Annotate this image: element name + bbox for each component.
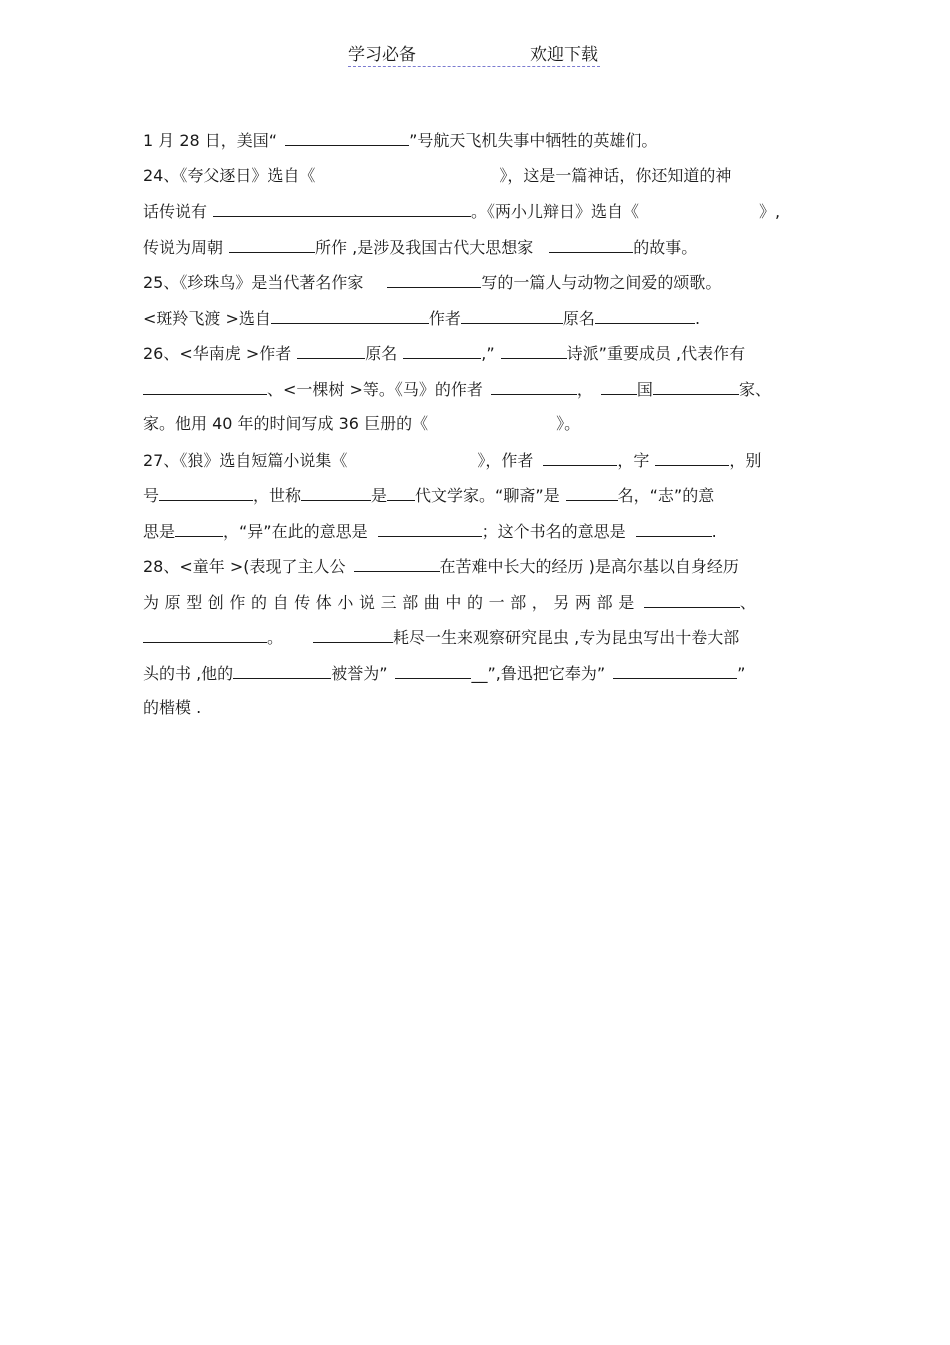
text-segment: 》。 <box>556 414 581 433</box>
question-line <box>143 482 807 518</box>
fill-blank[interactable] <box>461 305 563 324</box>
fill-blank[interactable] <box>213 198 471 217</box>
fill-blank[interactable] <box>636 518 712 537</box>
text-segment: 代文学家。“聊斋”是 <box>415 486 560 505</box>
question-line <box>143 198 807 234</box>
fill-blank[interactable] <box>175 518 223 537</box>
fill-blank[interactable] <box>297 340 365 359</box>
text-segment: 作者 <box>428 308 461 328</box>
text-segment: 25、《珍珠鸟》是当代著名作家 <box>143 273 364 292</box>
text-segment: 1 月 28 日，美国“ <box>143 131 278 150</box>
text-segment: ， <box>576 379 593 399</box>
question-line <box>143 589 807 625</box>
fill-blank[interactable] <box>549 234 633 253</box>
question-line <box>143 624 807 660</box>
fill-blank[interactable] <box>491 376 577 395</box>
text-segment: 26、<华南虎 >作者 <box>143 344 292 363</box>
text-segment: ，“异”在此的意思是 <box>223 521 368 541</box>
text-segment: 》, <box>759 202 781 221</box>
fill-blank[interactable] <box>653 376 739 395</box>
fill-blank[interactable] <box>543 447 617 466</box>
fill-blank[interactable] <box>354 553 440 572</box>
question-line <box>143 660 807 696</box>
text-segment: 的故事。 <box>633 237 698 257</box>
text-segment: ；这个书名的意思是 <box>481 521 626 541</box>
text-segment: 传说为周朝 <box>143 237 224 257</box>
fill-blank[interactable] <box>229 234 315 253</box>
text-segment: 原名 <box>562 308 595 328</box>
text-segment: 》，作者 <box>477 450 534 470</box>
text-segment: 诗派”重要成员 ,代表作有 <box>566 344 746 363</box>
question-line <box>143 553 807 589</box>
page-header <box>348 40 600 67</box>
fill-blank[interactable] <box>285 127 409 146</box>
text-segment: 思是 <box>143 521 176 541</box>
text-segment: __”,鲁迅把它奉为” <box>471 663 606 683</box>
text-segment: ” <box>737 663 746 683</box>
text-segment: 话传说有 <box>143 202 208 221</box>
text-segment: 头的书 ,他的 <box>143 663 234 683</box>
fill-blank[interactable] <box>378 518 482 537</box>
question-line <box>143 376 807 412</box>
question-line <box>143 127 807 163</box>
text-segment: 家、 <box>738 379 771 399</box>
fill-blank[interactable] <box>613 660 737 679</box>
text-segment: . <box>694 308 701 328</box>
text-segment: ,” <box>481 344 495 363</box>
worksheet-body <box>143 127 807 731</box>
header-left-text: 学习必备 <box>348 45 416 65</box>
fill-blank[interactable] <box>655 447 729 466</box>
text-segment: <斑羚飞渡 >选自 <box>143 308 271 328</box>
text-segment: 号 <box>143 486 160 505</box>
text-segment: 所作 ,是涉及我国古代大思想家 <box>315 237 534 257</box>
fill-blank[interactable] <box>387 482 415 501</box>
fill-blank[interactable] <box>595 305 695 324</box>
text-segment: 的楷模 . <box>143 698 202 717</box>
question-line <box>143 411 807 447</box>
question-line <box>143 340 807 376</box>
fill-blank[interactable] <box>644 589 740 608</box>
text-segment: ，世称 <box>253 486 302 505</box>
text-segment: 为原型创作的自传体小说三部曲中的一部，另两部是 <box>143 592 640 612</box>
text-segment: ”号航天飞机失事中牺牲的英雄们。 <box>409 131 658 150</box>
fill-blank[interactable] <box>143 376 267 395</box>
question-line <box>143 163 807 199</box>
text-segment: 》，这是一篇神话，你还知道的神 <box>499 165 732 185</box>
text-segment: 国 <box>636 379 653 399</box>
fill-blank[interactable] <box>271 305 429 324</box>
text-segment: 写的一篇人与动物之间爱的颂歌。 <box>481 273 722 292</box>
text-segment: ，别 <box>729 450 762 470</box>
text-segment: 27、《狼》选自短篇小说集《 <box>143 450 348 470</box>
question-line <box>143 518 807 554</box>
fill-blank[interactable] <box>233 660 331 679</box>
text-segment: 、 <box>739 592 756 612</box>
question-line <box>143 447 807 483</box>
text-segment: 28、<童年 >(表现了主人公 <box>143 557 346 576</box>
fill-blank[interactable] <box>313 624 393 643</box>
text-segment: 家。他用 40 年的时间写成 36 巨册的《 <box>143 414 429 433</box>
fill-blank[interactable] <box>403 340 481 359</box>
fill-blank[interactable] <box>387 269 481 288</box>
question-line <box>143 305 807 341</box>
text-segment: ，字 <box>617 450 650 470</box>
text-segment: 在苦难中长大的经历 )是高尔基以自身经历 <box>439 557 739 576</box>
fill-blank[interactable] <box>395 660 471 679</box>
text-segment: 。《两小儿辩日》选自《 <box>471 202 640 221</box>
question-line <box>143 234 807 270</box>
question-line <box>143 269 807 305</box>
question-line <box>143 695 807 731</box>
fill-blank[interactable] <box>566 482 618 501</box>
fill-blank[interactable] <box>501 340 567 359</box>
text-segment: 名，“志”的意 <box>617 486 715 505</box>
text-segment: 是 <box>371 486 388 505</box>
text-segment: 耗尽一生来观察研究昆虫 ,专为昆虫写出十卷大部 <box>393 628 740 647</box>
fill-blank[interactable] <box>301 482 371 501</box>
header-right-text: 欢迎下载 <box>530 45 598 65</box>
text-segment: 原名 <box>365 344 398 363</box>
text-segment: 24、《夸父逐日》选自《 <box>143 165 316 185</box>
fill-blank[interactable] <box>159 482 253 501</box>
text-segment: 。 <box>267 628 284 647</box>
text-segment: . <box>711 521 717 541</box>
text-segment: 、<一棵树 >等。《马》的作者 <box>267 379 483 399</box>
fill-blank[interactable] <box>601 376 637 395</box>
text-segment: 被誉为” <box>331 663 388 683</box>
fill-blank[interactable] <box>143 624 267 643</box>
